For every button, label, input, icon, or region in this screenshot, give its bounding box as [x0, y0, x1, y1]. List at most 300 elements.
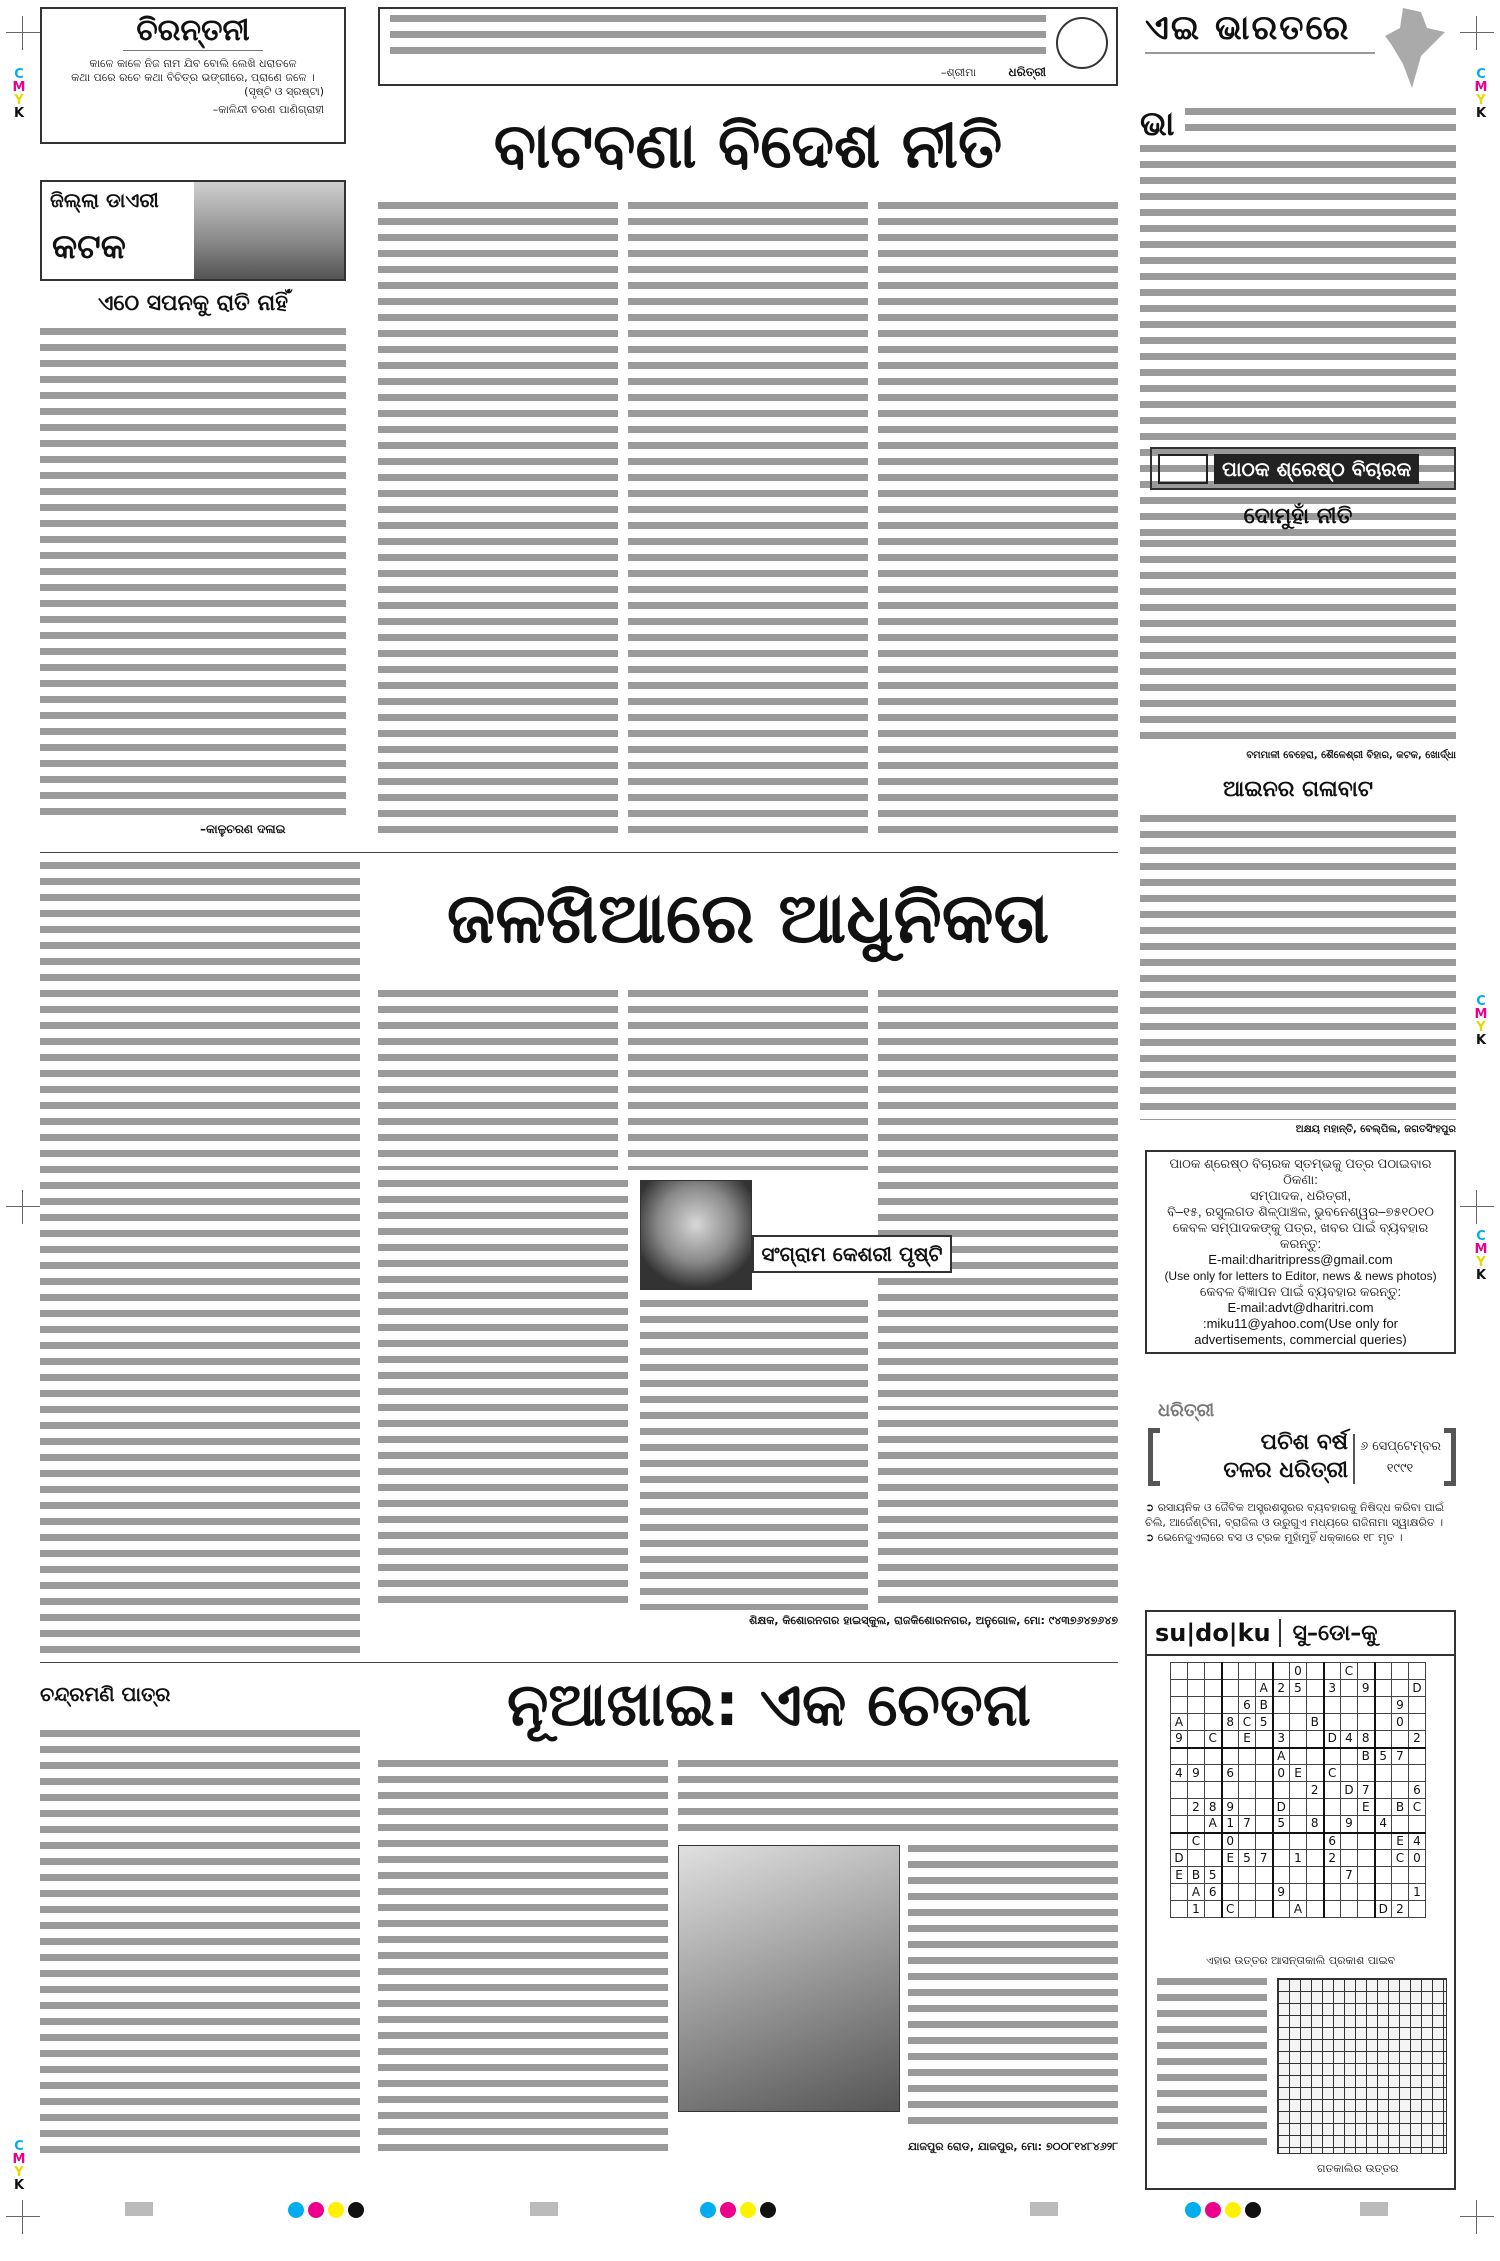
quote-author: –ଶ୍ରୀମା — [940, 66, 976, 79]
nuakhai-photo — [678, 1845, 900, 2112]
sudoku-cell — [1256, 1901, 1273, 1918]
breakfast-body — [878, 1420, 1118, 1610]
grey-patch — [530, 2202, 558, 2216]
sudoku-cell — [1358, 1816, 1375, 1833]
sudoku-cell — [1307, 1833, 1324, 1850]
sudoku-cell: 3 — [1273, 1731, 1290, 1748]
sudoku-title-en: su|do|ku — [1147, 1619, 1281, 1647]
sudoku-cell — [1392, 1680, 1409, 1697]
sudoku-cell — [1392, 1884, 1409, 1901]
registration-mark — [1460, 16, 1494, 50]
sudoku-cell: E — [1290, 1765, 1307, 1782]
sudoku-cell: 0 — [1290, 1663, 1307, 1680]
sudoku-cell — [1239, 1884, 1256, 1901]
sudoku-cell — [1290, 1748, 1307, 1765]
breakfast-body — [378, 1180, 628, 1610]
registration-mark — [6, 2200, 40, 2234]
sudoku-cell — [1171, 1680, 1188, 1697]
flashback-bullets — [1145, 1500, 1456, 1545]
sudoku-cell — [1239, 1901, 1256, 1918]
letter2-title: ଆଇନର ଗଳାବାଟ — [1223, 777, 1373, 802]
sudoku-cell — [1273, 1850, 1290, 1867]
sudoku-cell — [1205, 1833, 1222, 1850]
sudoku-cell — [1307, 1901, 1324, 1918]
info-line: କେବଳ ବିଜ୍ଞାପନ ପାଇଁ ବ୍ୟବହାର କରନ୍ତୁ: — [1199, 1284, 1402, 1299]
sudoku-cell: 7 — [1392, 1748, 1409, 1765]
sun-emblem-icon — [1056, 17, 1108, 69]
sudoku-cell: 5 — [1239, 1850, 1256, 1867]
cmyk-marker: C M Y K — [1474, 1229, 1488, 1283]
bridge-photo — [194, 182, 344, 279]
chirantani-line: କାଳେ କାଳେ ନିଜ ନାମ ଯିବ ବୋଲି ଲେଖି ଧରାତଳେ — [89, 57, 297, 70]
sudoku-cell — [1290, 1799, 1307, 1816]
sudoku-cell — [1222, 1867, 1239, 1884]
sudoku-cell — [1324, 1782, 1341, 1799]
answer-grid — [1277, 1978, 1447, 2154]
sudoku-cell — [1273, 1714, 1290, 1731]
sudoku-cell — [1290, 1714, 1307, 1731]
sudoku-cell: C — [1205, 1731, 1222, 1748]
sudoku-cell — [1324, 1884, 1341, 1901]
sudoku-cell: 2 — [1409, 1731, 1426, 1748]
sudoku-cell — [1273, 1867, 1290, 1884]
sudoku-cell: 5 — [1290, 1680, 1307, 1697]
nuakhai-body — [40, 1730, 360, 2155]
sudoku-cell — [1307, 1697, 1324, 1714]
registration-mark — [1460, 2200, 1494, 2234]
answer-caption: ଗତକାଲିର ଉତ୍ତର — [1317, 2162, 1399, 2175]
chirantani-author: –କାଳିନ୍ଦୀ ଚରଣ ପାଣିଗ୍ରାହୀ — [212, 103, 324, 116]
sudoku-cell — [1205, 1697, 1222, 1714]
masthead-article-body — [1185, 108, 1456, 140]
sudoku-cell — [1188, 1850, 1205, 1867]
breakfast-body — [640, 1300, 868, 1610]
sudoku-cell — [1324, 1714, 1341, 1731]
sudoku-cell — [1409, 1748, 1426, 1765]
zilla-label: ଜିଲ୍ଲା ଡାଏରୀ — [50, 188, 159, 212]
sudoku-cell: 1 — [1188, 1901, 1205, 1918]
sudoku-cell — [1307, 1799, 1324, 1816]
sudoku-cell — [1290, 1782, 1307, 1799]
sudoku-cell — [1341, 1765, 1358, 1782]
sudoku-cell — [1375, 1765, 1392, 1782]
sudoku-cell: D — [1273, 1799, 1290, 1816]
sudoku-cell: 0 — [1409, 1850, 1426, 1867]
sudoku-cell — [1188, 1731, 1205, 1748]
sudoku-cell: C — [1188, 1833, 1205, 1850]
sudoku-cell — [1409, 1765, 1426, 1782]
sudoku-cell — [1222, 1697, 1239, 1714]
sudoku-cell — [1290, 1833, 1307, 1850]
sudoku-cell — [1341, 1697, 1358, 1714]
sudoku-cell: 9 — [1392, 1697, 1409, 1714]
sudoku-cell — [1273, 1782, 1290, 1799]
letters-banner — [1150, 447, 1456, 490]
sudoku-cell — [1239, 1833, 1256, 1850]
sudoku-cell: 4 — [1171, 1765, 1188, 1782]
sudoku-cell — [1392, 1867, 1409, 1884]
sudoku-cell — [1307, 1731, 1324, 1748]
sudoku-cell — [1375, 1884, 1392, 1901]
masthead-dropcap: ଭା — [1140, 104, 1175, 144]
chirantani-source: (ସୃଷ୍ଟି ଓ ସ୍ରଷ୍ଟା) — [244, 85, 324, 98]
sudoku-cell — [1375, 1714, 1392, 1731]
sudoku-cell — [1392, 1731, 1409, 1748]
sudoku-cell — [1171, 1799, 1188, 1816]
sudoku-cell — [1256, 1833, 1273, 1850]
sudoku-cell — [1409, 1867, 1426, 1884]
sudoku-cell — [1290, 1816, 1307, 1833]
answer-instructions — [1157, 1978, 1267, 2154]
sudoku-cell — [1307, 1663, 1324, 1680]
nuakhai-headline: ନୂଆଖାଇ: ଏକ ଚେତନା — [507, 1670, 1031, 1740]
sudoku-cell — [1341, 1850, 1358, 1867]
sudoku-cell: C — [1392, 1850, 1409, 1867]
sudoku-cell — [1324, 1816, 1341, 1833]
sudoku-grid — [1170, 1662, 1426, 1918]
sudoku-cell: D — [1375, 1901, 1392, 1918]
sudoku-cell: C — [1409, 1799, 1426, 1816]
sudoku-cell: 6 — [1324, 1833, 1341, 1850]
sudoku-cell — [1256, 1765, 1273, 1782]
flashback-bullet: ➲ ରସାୟନିକ ଓ ଜୈବିକ ଅସ୍ତ୍ରଶସ୍ତ୍ରର ବ୍ୟବହାରକୁ ନିଷିଦ୍ଧ କରିବା ପାଇଁ ଚିଲି, ଆର୍ଜେଣ୍ଟିନା, ବ୍ରାଜିଲ ଓ ଉରୁଗୁଏ ମଧ୍ୟରେ ରାଜିନାମା ସ୍ୱାକ୍ଷରିତ । — [1145, 1501, 1445, 1529]
grey-patch — [1030, 2202, 1058, 2216]
sudoku-cell — [1375, 1782, 1392, 1799]
sudoku-cell — [1222, 1663, 1239, 1680]
sudoku-cell — [1392, 1765, 1409, 1782]
sudoku-cell: 0 — [1222, 1833, 1239, 1850]
advt-email[interactable]: E-mail:advt@dharitri.com — [1227, 1300, 1374, 1315]
sudoku-cell — [1256, 1731, 1273, 1748]
sudoku-cell: A — [1171, 1714, 1188, 1731]
sudoku-cell — [1171, 1697, 1188, 1714]
sudoku-cell — [1409, 1697, 1426, 1714]
sudoku-cell — [1171, 1663, 1188, 1680]
sudoku-cell — [1307, 1884, 1324, 1901]
cmyk-marker: C M Y K — [12, 2139, 26, 2193]
sudoku-cell — [1358, 1663, 1375, 1680]
sudoku-cell — [1375, 1680, 1392, 1697]
sudoku-cell: C — [1239, 1714, 1256, 1731]
sudoku-cell: C — [1222, 1901, 1239, 1918]
sudoku-cell — [1222, 1748, 1239, 1765]
sudoku-cell — [1188, 1816, 1205, 1833]
sudoku-cell — [1358, 1850, 1375, 1867]
nuakhai-body — [678, 1760, 1118, 1840]
chirantani-line: କଥା ପରେ ରଚେ କଥା ବିଚିତ୍ର ଭଙ୍ଗୀରେ, ପ୍ରାଣେ ଜଳେ । — [71, 71, 315, 84]
sudoku-cell: 9 — [1222, 1799, 1239, 1816]
sudoku-cell — [1307, 1680, 1324, 1697]
sudoku-cell — [1341, 1680, 1358, 1697]
sudoku-cell — [1205, 1714, 1222, 1731]
sudoku-cell — [1171, 1833, 1188, 1850]
sudoku-cell — [1409, 1816, 1426, 1833]
sudoku-cell — [1188, 1748, 1205, 1765]
registration-mark — [1460, 1190, 1494, 1224]
sudoku-cell — [1222, 1731, 1239, 1748]
sudoku-cell — [1341, 1901, 1358, 1918]
divider — [40, 1662, 1118, 1663]
sudoku-cell — [1358, 1884, 1375, 1901]
editor-email[interactable]: E-mail:dharitripress@gmail.com — [1208, 1252, 1393, 1267]
sudoku-cell — [1358, 1867, 1375, 1884]
zilla-diary-box — [40, 180, 346, 281]
sudoku-cell — [1290, 1697, 1307, 1714]
cmyk-marker: C M Y K — [1474, 994, 1488, 1048]
flashback-date: ୬ ସେପ୍ଟେମ୍ବର — [1360, 1439, 1441, 1454]
sudoku-cell: 5 — [1256, 1714, 1273, 1731]
info-line: ବି–୧୫, ରସୁଲଗଡ ଶିଳ୍ପାଞ୍ଚଳ, ଭୁବନେଶ୍ୱର–୭୫୧୦୧୦ — [1167, 1204, 1434, 1219]
sudoku-cell: 4 — [1409, 1833, 1426, 1850]
sudoku-cell — [1188, 1680, 1205, 1697]
zilla-byline: –କାଳୁଚରଣ ଦଳାଇ — [200, 822, 286, 836]
breakfast-body — [378, 990, 618, 1170]
sudoku-cell — [1239, 1799, 1256, 1816]
sudoku-cell: A — [1256, 1680, 1273, 1697]
nuakhai-author: ଚନ୍ଦ୍ରମଣି ପାତ୍ର — [40, 1682, 171, 1706]
sudoku-cell — [1392, 1816, 1409, 1833]
flashback-bullet: ➲ ଭେନେଜୁଏଲାରେ ବସ ଓ ଟ୍ରକ ମୁହାଁମୁହିଁ ଧକ୍କାରେ ୧୮ ମୃତ । — [1145, 1531, 1403, 1544]
sudoku-cell — [1341, 1884, 1358, 1901]
sudoku-cell: E — [1358, 1799, 1375, 1816]
sudoku-cell — [1358, 1714, 1375, 1731]
sudoku-cell: 7 — [1256, 1850, 1273, 1867]
sudoku-cell: 7 — [1358, 1782, 1375, 1799]
sudoku-cell: A — [1290, 1901, 1307, 1918]
info-line: କେବଳ ସମ୍ପାଦକଙ୍କୁ ପତ୍ର, ଖବର ପାଇଁ ବ୍ୟବହାର କରନ୍ତୁ: — [1172, 1220, 1429, 1251]
masthead-title: ଏଇ ଭାରତରେ — [1145, 8, 1351, 48]
sudoku-cell — [1341, 1833, 1358, 1850]
cmyk-marker: C M Y K — [12, 67, 26, 121]
sudoku-cell: D — [1409, 1680, 1426, 1697]
sudoku-cell — [1409, 1663, 1426, 1680]
sudoku-cell — [1307, 1748, 1324, 1765]
sudoku-cell: 8 — [1307, 1816, 1324, 1833]
sudoku-cell — [1239, 1867, 1256, 1884]
sudoku-cell: B — [1358, 1748, 1375, 1765]
sudoku-cell: 2 — [1188, 1799, 1205, 1816]
sudoku-cell — [1375, 1850, 1392, 1867]
letter2-body — [1140, 815, 1456, 1120]
breakfast-headline: ଜଳଖିଆରେ ଆଧୁନିକତା — [446, 877, 1050, 959]
sudoku-cell: 2 — [1273, 1680, 1290, 1697]
sudoku-cell — [1256, 1799, 1273, 1816]
breakfast-byline: ଶିକ୍ଷକ, କିଶୋରନଗର ହାଇସ୍କୁଲ, ରାଜକିଶୋରନଗର, ଅନୁଗୋଳ, ମୋ: ୯୪୩୭୬୪୭୬୪୭ — [749, 1614, 1118, 1627]
sudoku-cell — [1307, 1867, 1324, 1884]
breakfast-body — [40, 862, 360, 1657]
sudoku-cell: B — [1256, 1697, 1273, 1714]
sudoku-cell: 6 — [1409, 1782, 1426, 1799]
sudoku-cell: E — [1171, 1867, 1188, 1884]
sudoku-cell — [1205, 1663, 1222, 1680]
sudoku-cell: 8 — [1205, 1799, 1222, 1816]
sudoku-cell — [1358, 1833, 1375, 1850]
sudoku-cell — [1188, 1714, 1205, 1731]
sudoku-cell: 5 — [1205, 1867, 1222, 1884]
sudoku-cell — [1273, 1697, 1290, 1714]
sudoku-cell — [1188, 1663, 1205, 1680]
sudoku-cell — [1375, 1833, 1392, 1850]
sudoku-cell — [1375, 1867, 1392, 1884]
sudoku-cell: A — [1205, 1816, 1222, 1833]
sudoku-cell: 1 — [1290, 1850, 1307, 1867]
sudoku-cell: 5 — [1375, 1748, 1392, 1765]
sudoku-cell — [1375, 1697, 1392, 1714]
zilla-headline: ଏଠେ ସପନକୁ ରାତି ନାହିଁ — [97, 291, 289, 316]
sudoku-cell — [1358, 1901, 1375, 1918]
letter1-body — [1140, 540, 1456, 745]
sudoku-cell: 1 — [1409, 1884, 1426, 1901]
nuakhai-body — [378, 1760, 668, 2155]
sudoku-cell — [1239, 1765, 1256, 1782]
sudoku-cell: 9 — [1358, 1680, 1375, 1697]
masthead — [1145, 8, 1445, 98]
sudoku-cell: 4 — [1341, 1731, 1358, 1748]
grey-patch — [1360, 2202, 1388, 2216]
sudoku-cell — [1290, 1731, 1307, 1748]
sudoku-cell — [1392, 1782, 1409, 1799]
quote-box — [378, 7, 1118, 86]
sudoku-cell — [1205, 1850, 1222, 1867]
letter1-author: ବମମାଳୀ ବେହେରା, ଶୈଳେଶ୍ରୀ ବିହାର, କଟକ, ଖୋର୍ଦ୍ଧା — [1246, 750, 1456, 761]
sudoku-cell — [1256, 1884, 1273, 1901]
sudoku-cell: A — [1273, 1748, 1290, 1765]
author-photo — [640, 1180, 752, 1290]
registration-mark — [6, 16, 40, 50]
sudoku-cell — [1256, 1867, 1273, 1884]
chirantani-title: ଚିରନ୍ତନୀ — [136, 13, 250, 48]
sudoku-cell: 2 — [1324, 1850, 1341, 1867]
registration-mark — [6, 1190, 40, 1224]
sudoku-cell — [1256, 1816, 1273, 1833]
sudoku-cell: 7 — [1341, 1867, 1358, 1884]
letters-section-title: ପାଠକ ଶ୍ରେଷ୍ଠ ବିଚାରକ — [1214, 454, 1419, 484]
zilla-article-body — [40, 328, 346, 818]
sudoku-cell: B — [1392, 1799, 1409, 1816]
sudoku-cell — [1239, 1663, 1256, 1680]
sudoku-cell: B — [1307, 1714, 1324, 1731]
sudoku-cell — [1409, 1901, 1426, 1918]
sudoku-cell — [1324, 1901, 1341, 1918]
sudoku-cell: D — [1341, 1782, 1358, 1799]
editorial-body — [878, 202, 1118, 842]
advt-email-alt[interactable]: :miku11@yahoo.com(Use only for — [1202, 1316, 1399, 1331]
sudoku-cell: D — [1171, 1850, 1188, 1867]
sudoku-cell — [1171, 1782, 1188, 1799]
sudoku-cell — [1256, 1782, 1273, 1799]
sudoku-cell: E — [1222, 1850, 1239, 1867]
address-info-box — [1145, 1150, 1456, 1354]
nuakhai-body — [908, 1845, 1118, 2130]
sudoku-cell — [1205, 1765, 1222, 1782]
sudoku-cell — [1188, 1782, 1205, 1799]
sudoku-title-or: ସୁ–ଡୋ–କୁ — [1292, 1620, 1378, 1646]
info-line: advertisements, commercial queries) — [1194, 1332, 1407, 1347]
sudoku-cell — [1188, 1697, 1205, 1714]
sudoku-cell: 0 — [1273, 1765, 1290, 1782]
sudoku-cell — [1358, 1697, 1375, 1714]
flashback-box — [1148, 1400, 1456, 1492]
sudoku-cell: 8 — [1222, 1714, 1239, 1731]
sudoku-cell — [1375, 1663, 1392, 1680]
info-line: (Use only for letters to Editor, news & news photos) — [1164, 1269, 1437, 1283]
sudoku-cell: 6 — [1222, 1765, 1239, 1782]
sudoku-cell — [1171, 1901, 1188, 1918]
sudoku-cell — [1341, 1748, 1358, 1765]
sudoku-cell: 9 — [1188, 1765, 1205, 1782]
sudoku-cell — [1324, 1799, 1341, 1816]
sudoku-cell: 3 — [1324, 1680, 1341, 1697]
editorial-headline: ବାଟବଣା ବିଦେଶ ନୀତି — [493, 109, 1003, 182]
sudoku-cell: 2 — [1307, 1782, 1324, 1799]
sudoku-cell — [1222, 1884, 1239, 1901]
flashback-logo: ଧରିତ୍ରୀ — [1158, 1400, 1215, 1421]
sudoku-cell — [1273, 1901, 1290, 1918]
info-line: ପାଠକ ଶ୍ରେଷ୍ଠ ବିଚାରକ ସ୍ତମ୍ଭକୁ ପତ୍ର ପଠାଇବାର ଠିକଣା: — [1169, 1156, 1432, 1187]
author-name-box: ସଂଗ୍ରାମ କେଶରୀ ପୃଷ୍ଟି — [752, 1235, 952, 1273]
sudoku-cell — [1307, 1850, 1324, 1867]
sudoku-cell — [1290, 1867, 1307, 1884]
sudoku-cell: 0 — [1392, 1714, 1409, 1731]
sudoku-caption: ଏହାର ଉତ୍ତର ଆସନ୍ତାକାଲି ପ୍ରକାଶ ପାଇବ — [1205, 1954, 1396, 1967]
sudoku-cell — [1222, 1680, 1239, 1697]
info-line: ସମ୍ପାଦକ, ଧରିତ୍ରୀ, — [1250, 1188, 1351, 1203]
sudoku-cell — [1324, 1663, 1341, 1680]
sudoku-cell — [1205, 1680, 1222, 1697]
flashback-date: ୧୯୯୧ — [1386, 1461, 1414, 1476]
sudoku-cell — [1171, 1748, 1188, 1765]
sudoku-cell: 4 — [1375, 1816, 1392, 1833]
divider — [40, 852, 1118, 853]
sudoku-cell: 9 — [1171, 1731, 1188, 1748]
flashback-title: ପଚିଶ ବର୍ଷ — [1260, 1430, 1348, 1455]
sudoku-cell: 6 — [1205, 1884, 1222, 1901]
nuakhai-byline: ଯାଜପୁର ରୋଡ, ଯାଜପୁର, ମୋ: ୭୦୦୮୧୪୮୪୬୨୮ — [908, 2140, 1118, 2153]
sudoku-cell — [1375, 1731, 1392, 1748]
sudoku-cell: 7 — [1239, 1816, 1256, 1833]
sudoku-cell — [1324, 1867, 1341, 1884]
letter1-title: ଦୋମୁହାଁ ନୀତି — [1243, 504, 1353, 529]
sudoku-cell — [1239, 1782, 1256, 1799]
sudoku-cell — [1375, 1799, 1392, 1816]
sudoku-cell: D — [1324, 1731, 1341, 1748]
sudoku-cell: E — [1392, 1833, 1409, 1850]
sudoku-cell: C — [1341, 1663, 1358, 1680]
sudoku-cell: C — [1324, 1765, 1341, 1782]
breakfast-body — [878, 990, 1118, 1410]
sudoku-cell — [1205, 1901, 1222, 1918]
sudoku-cell — [1324, 1697, 1341, 1714]
editorial-body — [628, 202, 868, 842]
sudoku-cell — [1205, 1782, 1222, 1799]
sudoku-cell: 9 — [1273, 1884, 1290, 1901]
sudoku-cell — [1239, 1748, 1256, 1765]
envelope-icon — [1158, 454, 1208, 484]
sudoku-cell: 5 — [1273, 1816, 1290, 1833]
sudoku-cell: A — [1188, 1884, 1205, 1901]
sudoku-cell — [1171, 1816, 1188, 1833]
sudoku-cell — [1239, 1680, 1256, 1697]
sudoku-cell — [1307, 1765, 1324, 1782]
sudoku-cell: 1 — [1222, 1816, 1239, 1833]
sudoku-cell — [1341, 1799, 1358, 1816]
sudoku-cell — [1273, 1833, 1290, 1850]
sudoku-cell — [1171, 1884, 1188, 1901]
sudoku-cell: B — [1188, 1867, 1205, 1884]
sudoku-cell — [1256, 1748, 1273, 1765]
sudoku-cell — [1392, 1663, 1409, 1680]
sudoku-cell — [1256, 1663, 1273, 1680]
